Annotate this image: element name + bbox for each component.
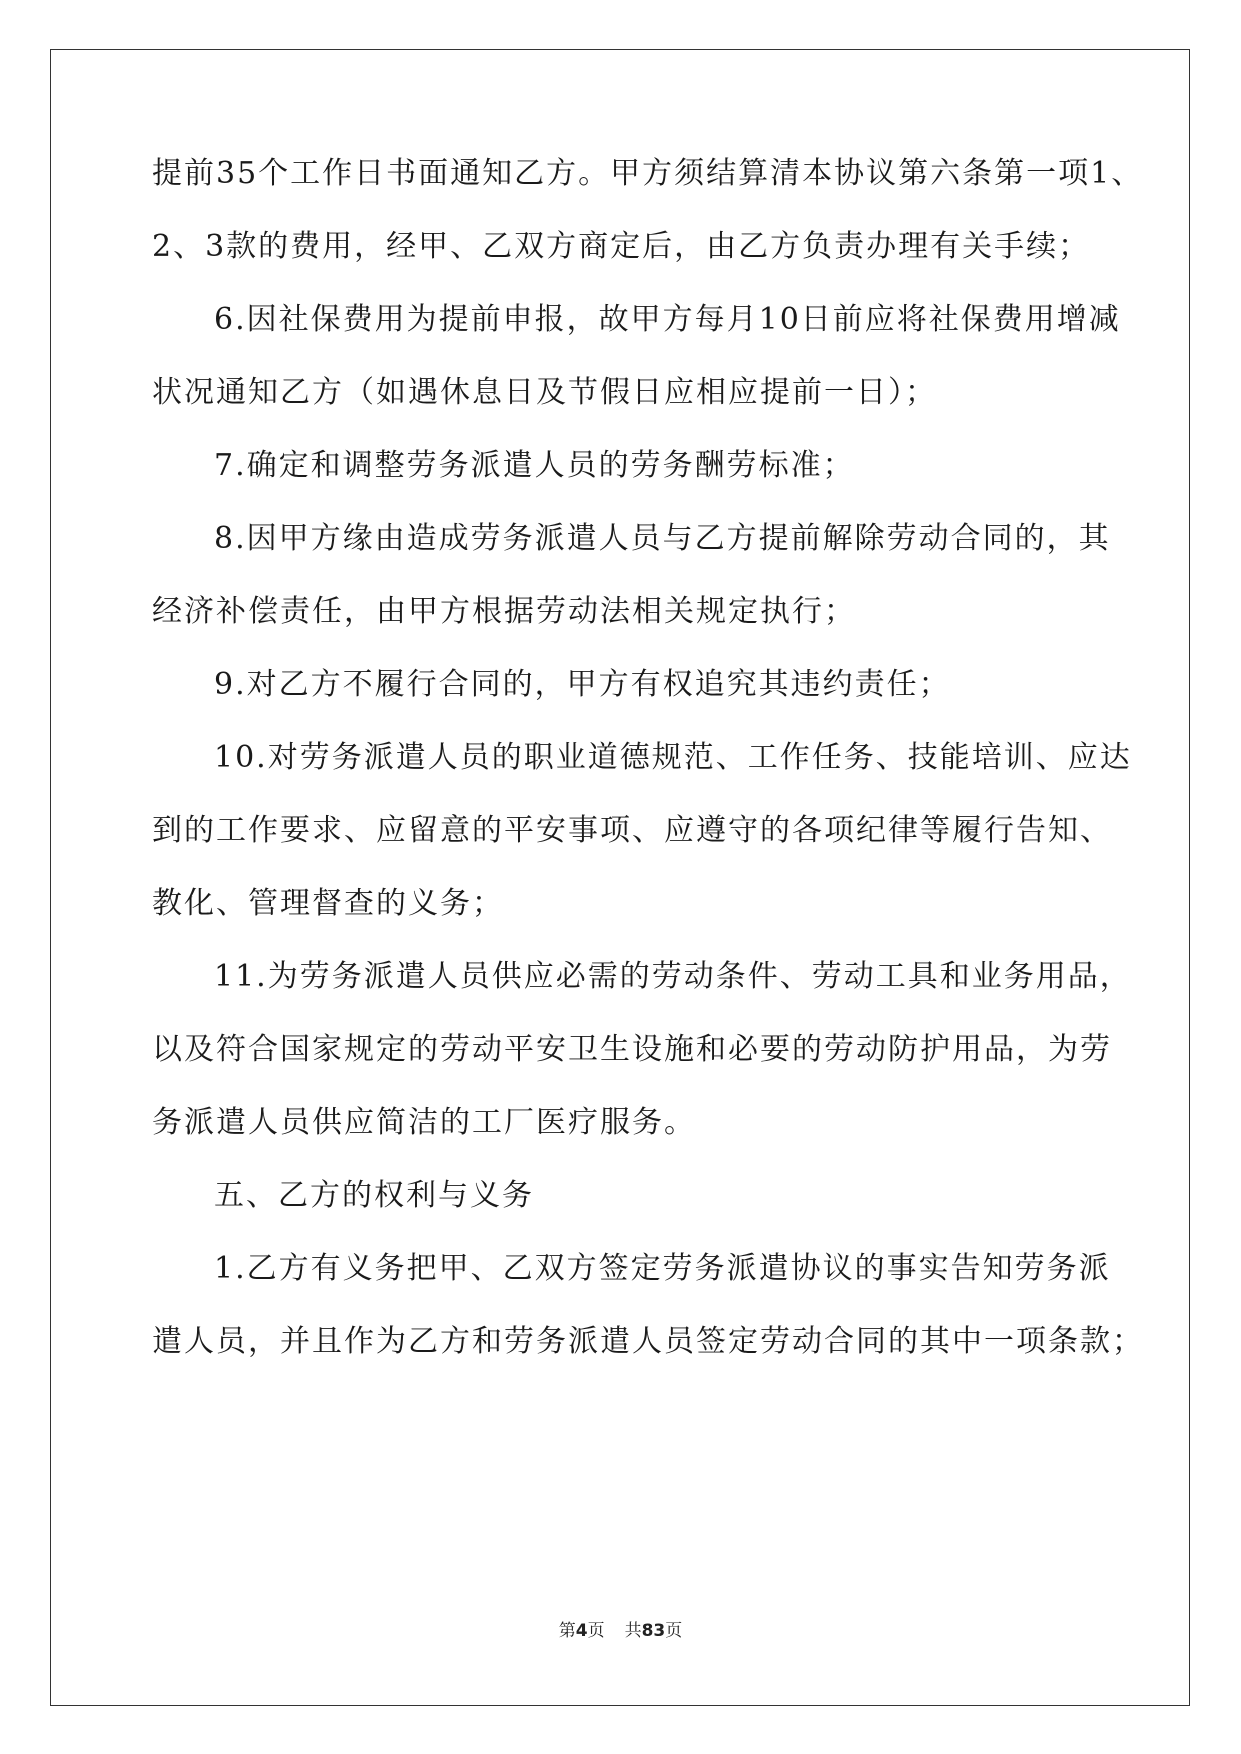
paragraph-line: 教化、管理督查的义务； — [152, 886, 504, 921]
paragraph-line: 8.因甲方缘由造成劳务派遣人员与乙方提前解除劳动合同的，其 — [214, 521, 1111, 556]
paragraph-line: 到的工作要求、应留意的平安事项、应遵守的各项纪律等履行告知、 — [152, 813, 1112, 848]
total-pages-prefix: 共 — [624, 1621, 642, 1641]
paragraph-line: 遣人员，并且作为乙方和劳务派遣人员签定劳动合同的其中一项条款； — [152, 1324, 1144, 1359]
paragraph-line: 以及符合国家规定的劳动平安卫生设施和必要的劳动防护用品，为劳 — [152, 1032, 1112, 1067]
paragraph-line: 1.乙方有义务把甲、乙双方签定劳务派遣协议的事实告知劳务派 — [214, 1251, 1111, 1286]
paragraph-line: 提前35个工作日书面通知乙方。甲方须结算清本协议第六条第一项1、 — [152, 156, 1144, 191]
page-border — [50, 49, 1190, 1706]
paragraph-line: 9.对乙方不履行合同的，甲方有权追究其违约责任； — [214, 667, 951, 702]
page-number-suffix: 页 — [587, 1621, 605, 1641]
paragraph-line: 2、3款的费用，经甲、乙双方商定后，由乙方负责办理有关手续； — [152, 229, 1091, 264]
paragraph-line: 状况通知乙方（如遇休息日及节假日应相应提前一日）； — [152, 375, 937, 410]
paragraph-line: 6.因社保费用为提前申报，故甲方每月10日前应将社保费用增减 — [214, 302, 1121, 337]
paragraph-line: 经济补偿责任，由甲方根据劳动法相关规定执行； — [152, 594, 856, 629]
total-pages-suffix: 页 — [665, 1621, 683, 1641]
paragraph-line: 10.对劳务派遣人员的职业道德规范、工作任务、技能培训、应达 — [214, 740, 1132, 775]
page-number-prefix: 第 — [558, 1621, 576, 1641]
total-pages-number: 83 — [641, 1621, 666, 1641]
current-page-number: 4 — [575, 1621, 588, 1641]
page-footer — [0, 1620, 1241, 1642]
paragraph-line: 务派遣人员供应简洁的工厂医疗服务。 — [152, 1105, 696, 1140]
paragraph-line: 11.为劳务派遣人员供应必需的劳动条件、劳动工具和业务用品， — [214, 959, 1132, 994]
paragraph-line: 7.确定和调整劳务派遣人员的劳务酬劳标准； — [214, 448, 855, 483]
section-heading: 五、乙方的权利与义务 — [214, 1178, 534, 1213]
